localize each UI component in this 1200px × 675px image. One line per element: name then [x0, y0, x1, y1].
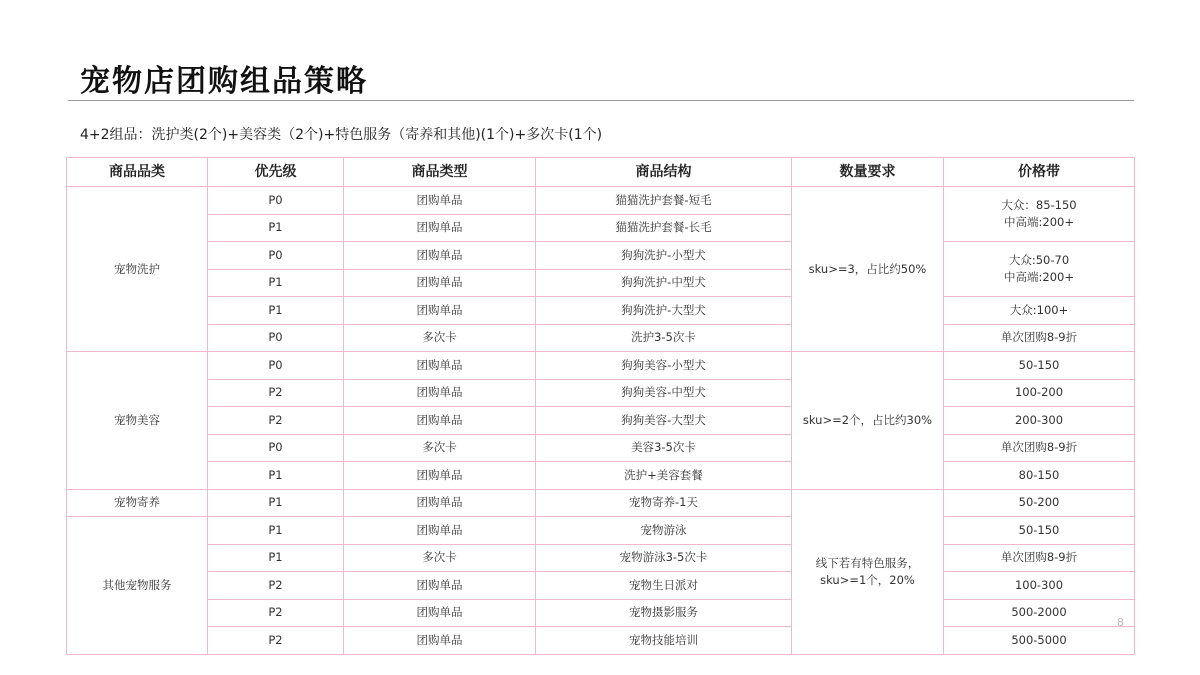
- structure-cell: 洗护+美容套餐: [536, 462, 792, 490]
- priority-cell: P1: [208, 269, 344, 297]
- header-price-band: 价格带: [944, 158, 1135, 187]
- priority-cell: P1: [208, 489, 344, 517]
- price-cell: 500-5000: [944, 627, 1135, 655]
- table-row: [67, 544, 1135, 572]
- header-product-structure: 商品结构: [536, 158, 792, 187]
- structure-cell: 猫猫洗护套餐-长毛: [536, 214, 792, 242]
- table-row: [67, 517, 1135, 545]
- structure-cell: 狗狗洗护-中型犬: [536, 269, 792, 297]
- table-row: [67, 489, 1135, 517]
- type-cell: 团购单品: [344, 269, 536, 297]
- type-cell: 团购单品: [344, 572, 536, 600]
- quantity-cell: [792, 489, 944, 654]
- table-row: [67, 599, 1135, 627]
- type-cell: 团购单品: [344, 627, 536, 655]
- type-cell: 团购单品: [344, 489, 536, 517]
- quantity-line: 线下若有特色服务，: [815, 555, 920, 570]
- priority-cell: P1: [208, 544, 344, 572]
- structure-cell: 狗狗美容-中型犬: [536, 379, 792, 407]
- category-cell: 其他宠物服务: [67, 517, 208, 655]
- type-cell: 团购单品: [344, 599, 536, 627]
- type-cell: 团购单品: [344, 379, 536, 407]
- priority-cell: P2: [208, 599, 344, 627]
- category-cell: 宠物美容: [67, 352, 208, 490]
- type-cell: 团购单品: [344, 214, 536, 242]
- price-line: 大众:50-70: [1008, 253, 1070, 268]
- structure-cell: 狗狗美容-小型犬: [536, 352, 792, 380]
- structure-cell: 宠物技能培训: [536, 627, 792, 655]
- category-cell: 宠物洗护: [67, 187, 208, 352]
- price-cell: [944, 242, 1135, 297]
- type-cell: 多次卡: [344, 544, 536, 572]
- price-cell: 50-200: [944, 489, 1135, 517]
- type-cell: 多次卡: [344, 434, 536, 462]
- product-strategy-table: [66, 157, 1135, 655]
- priority-cell: P2: [208, 572, 344, 600]
- priority-cell: P0: [208, 352, 344, 380]
- price-cell: 500-2000: [944, 599, 1135, 627]
- priority-cell: P1: [208, 214, 344, 242]
- header-category: 商品品类: [67, 158, 208, 187]
- price-cell: 50-150: [944, 517, 1135, 545]
- category-cell: 宠物寄养: [67, 489, 208, 517]
- price-cell: 80-150: [944, 462, 1135, 490]
- quantity-line: sku>=1个，20%: [820, 572, 915, 587]
- structure-cell: 宠物寄养-1天: [536, 489, 792, 517]
- table-row: [67, 434, 1135, 462]
- price-cell: 单次团购8-9折: [944, 544, 1135, 572]
- structure-cell: 狗狗洗护-小型犬: [536, 242, 792, 270]
- type-cell: 团购单品: [344, 297, 536, 325]
- page-number: 8: [1117, 616, 1124, 629]
- price-cell: 200-300: [944, 407, 1135, 435]
- header-priority: 优先级: [208, 158, 344, 187]
- price-cell: 大众:100+: [944, 297, 1135, 325]
- price-cell: 单次团购8-9折: [944, 434, 1135, 462]
- quantity-cell: sku>=2个，占比约30%: [792, 352, 944, 490]
- quantity-cell: sku>=3，占比约50%: [792, 187, 944, 352]
- structure-cell: 美容3-5次卡: [536, 434, 792, 462]
- table-row: [67, 379, 1135, 407]
- price-cell: 50-150: [944, 352, 1135, 380]
- type-cell: 团购单品: [344, 352, 536, 380]
- priority-cell: P0: [208, 242, 344, 270]
- table-row: [67, 297, 1135, 325]
- structure-cell: 宠物生日派对: [536, 572, 792, 600]
- table-row: [67, 352, 1135, 380]
- priority-cell: P2: [208, 379, 344, 407]
- priority-cell: P0: [208, 434, 344, 462]
- title-divider: [68, 100, 1134, 101]
- priority-cell: P2: [208, 627, 344, 655]
- structure-cell: 狗狗美容-大型犬: [536, 407, 792, 435]
- type-cell: 团购单品: [344, 242, 536, 270]
- type-cell: 团购单品: [344, 517, 536, 545]
- structure-cell: 洗护3-5次卡: [536, 324, 792, 352]
- priority-cell: P1: [208, 297, 344, 325]
- price-cell: 单次团购8-9折: [944, 324, 1135, 352]
- table-row: [67, 407, 1135, 435]
- price-line: 中高端:200+: [1004, 215, 1074, 229]
- structure-cell: 宠物游泳: [536, 517, 792, 545]
- table-row: [67, 324, 1135, 352]
- structure-cell: 宠物游泳3-5次卡: [536, 544, 792, 572]
- table-row: [67, 462, 1135, 490]
- table-row: [67, 242, 1135, 270]
- type-cell: 多次卡: [344, 324, 536, 352]
- priority-cell: P0: [208, 187, 344, 215]
- table-header-row: [67, 158, 1135, 187]
- header-product-type: 商品类型: [344, 158, 536, 187]
- structure-cell: 宠物摄影服务: [536, 599, 792, 627]
- price-line: 大众：85-150: [1001, 198, 1077, 213]
- structure-cell: 猫猫洗护套餐-短毛: [536, 187, 792, 215]
- price-cell: 100-300: [944, 572, 1135, 600]
- priority-cell: P2: [208, 407, 344, 435]
- priority-cell: P1: [208, 517, 344, 545]
- table-row: [67, 572, 1135, 600]
- price-cell: 100-200: [944, 379, 1135, 407]
- priority-cell: P1: [208, 462, 344, 490]
- table-row: [67, 187, 1135, 215]
- type-cell: 团购单品: [344, 462, 536, 490]
- table-row: [67, 627, 1135, 655]
- type-cell: 团购单品: [344, 407, 536, 435]
- header-quantity-requirement: 数量要求: [792, 158, 944, 187]
- type-cell: 团购单品: [344, 187, 536, 215]
- price-line: 中高端:200+: [1004, 270, 1074, 284]
- page-title: 宠物店团购组品策略: [80, 64, 368, 99]
- structure-cell: 狗狗洗护-大型犬: [536, 297, 792, 325]
- priority-cell: P0: [208, 324, 344, 352]
- strategy-summary: 4+2组品：洗护类(2个)+美容类（2个)+特色服务（寄养和其他)(1个)+多次卡(1个): [80, 127, 603, 143]
- price-cell: [944, 187, 1135, 242]
